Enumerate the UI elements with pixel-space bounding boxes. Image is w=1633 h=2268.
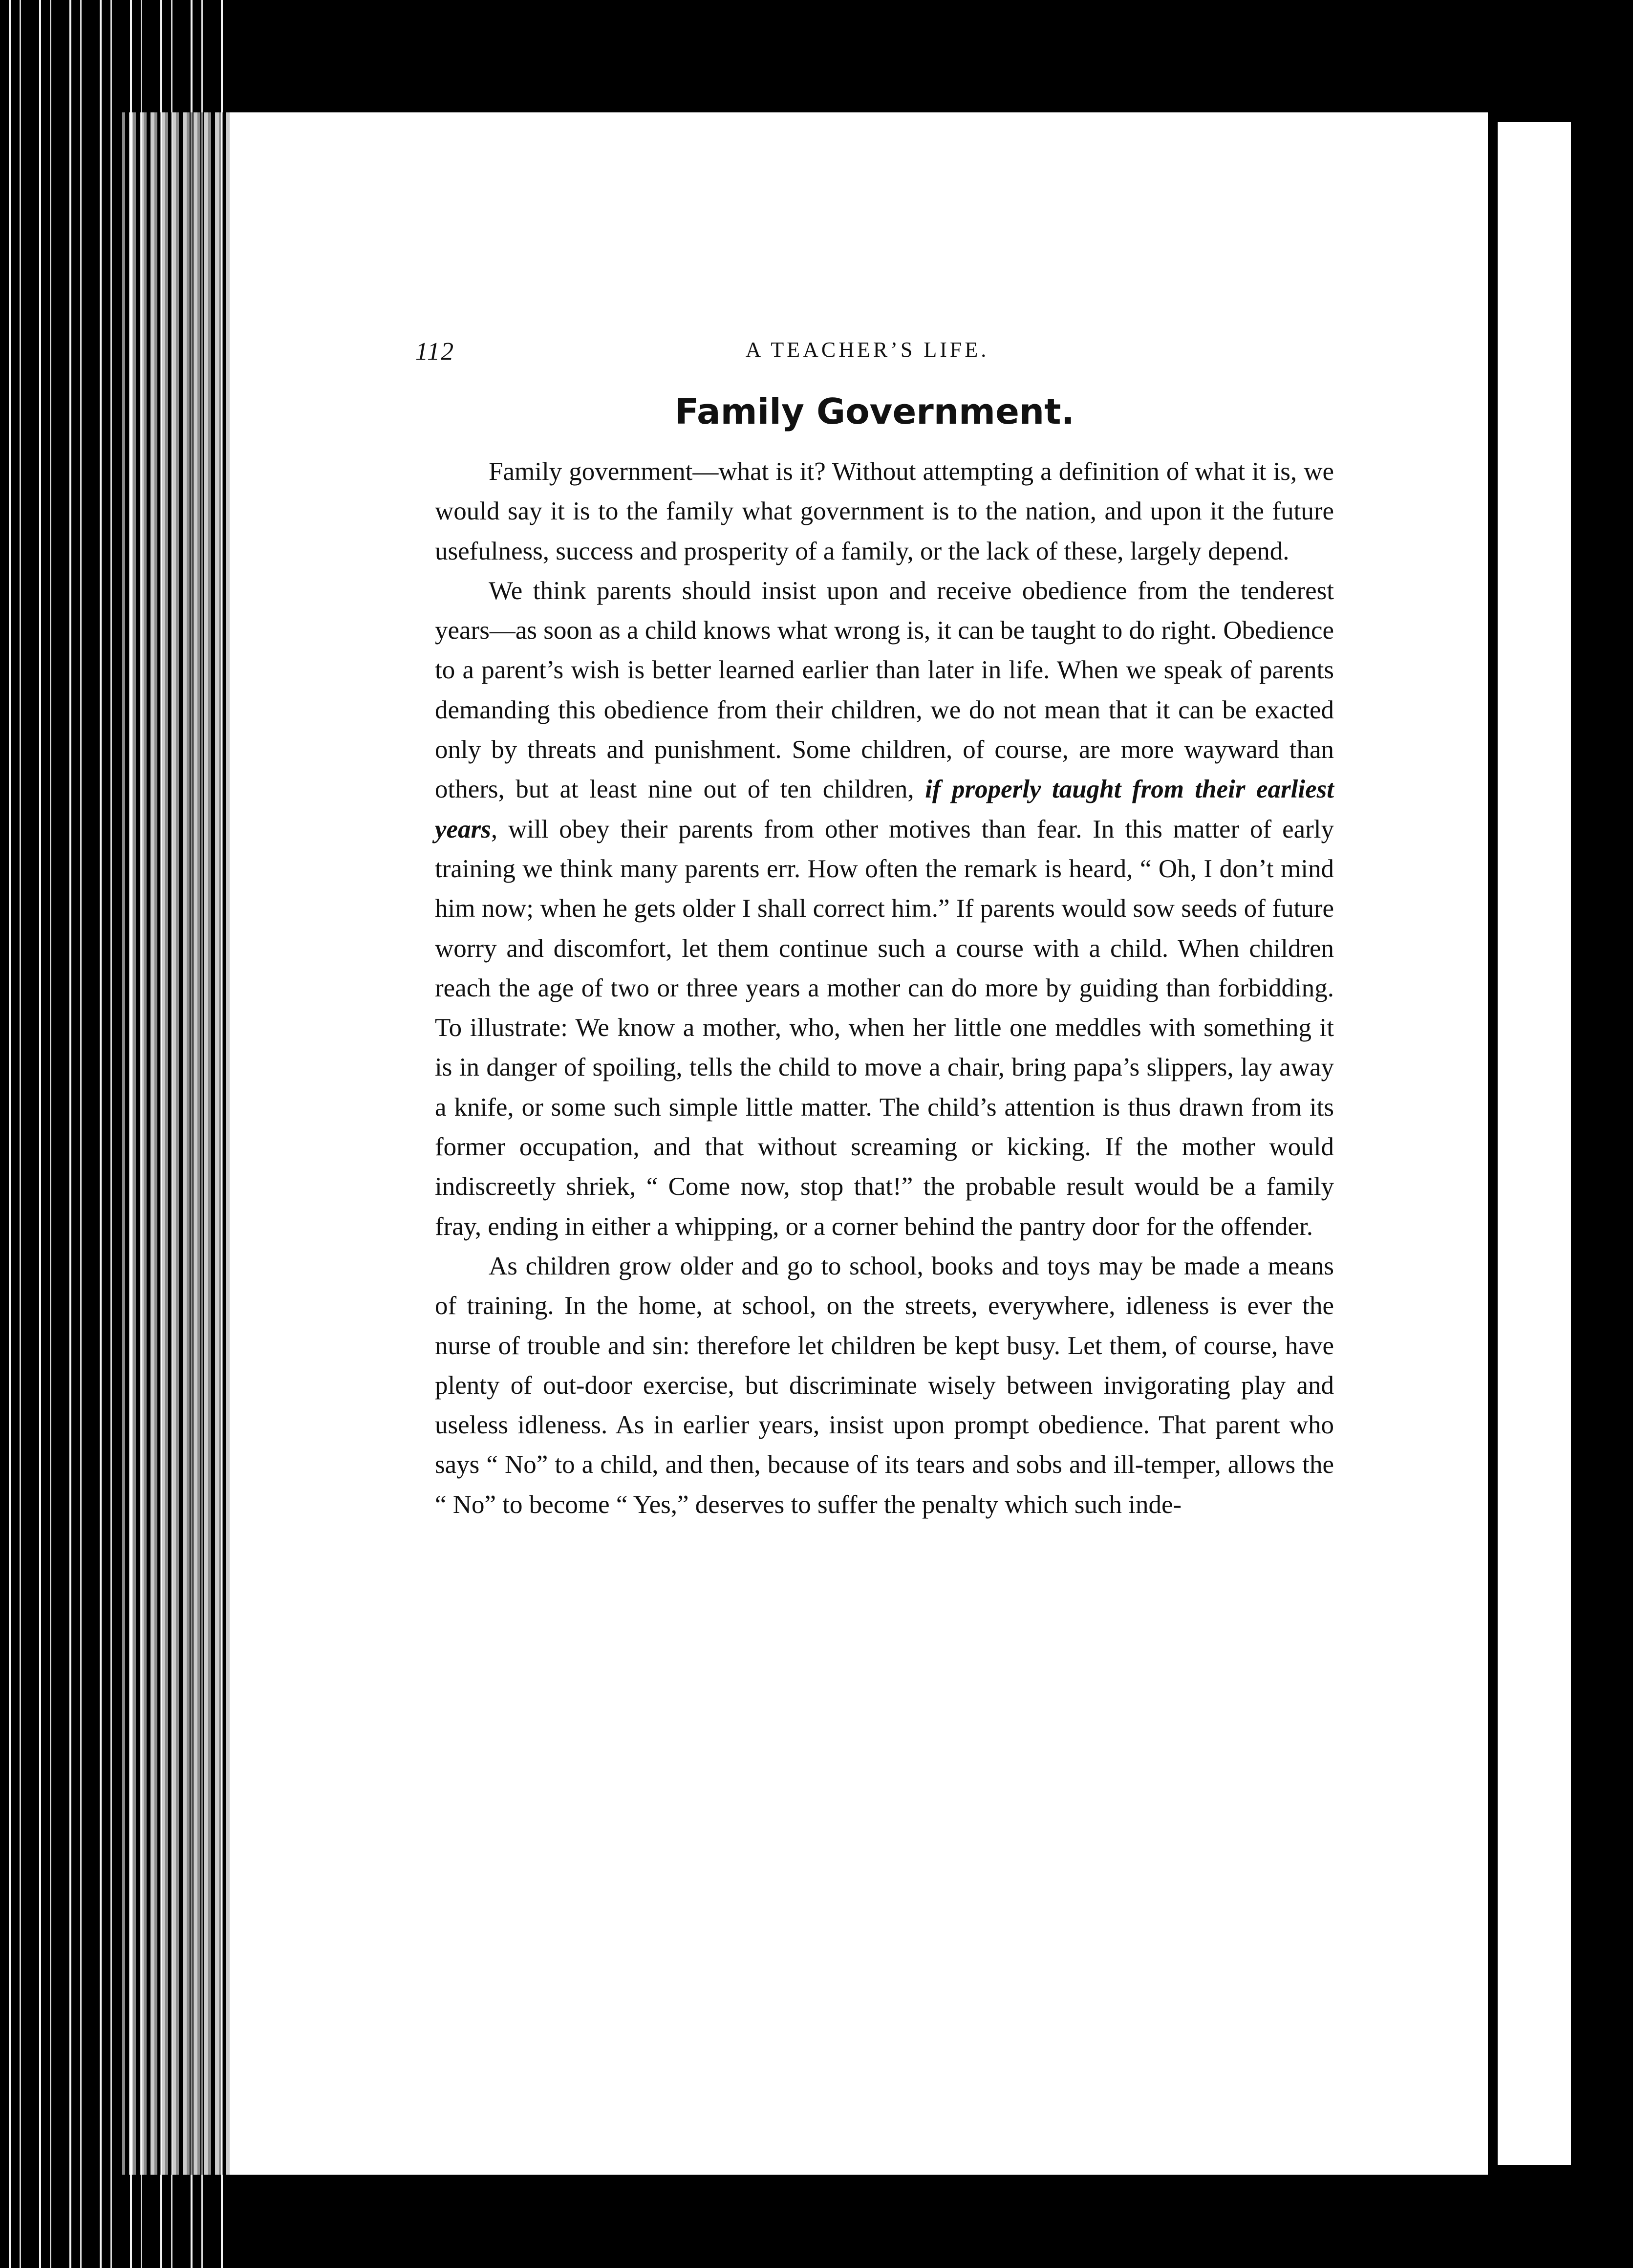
- running-title: A TEACHER’S LIFE.: [745, 338, 989, 362]
- running-head: [415, 337, 1319, 367]
- page-edge-shadow: [1488, 112, 1498, 2175]
- gutter-shadow: [122, 112, 235, 2175]
- paragraph-2-emphasis: if properly taught from their earliest years: [435, 775, 1334, 843]
- paragraph-3: [435, 1247, 1334, 1525]
- paragraph-1: [435, 452, 1334, 571]
- page-number: 112: [415, 338, 455, 366]
- paragraph-1-text: Family government—what is it? Without attempting a definition of what it is, we would say it is to the family what government is to the nation, and upon it the future usefulness, success and prosperity of a family, or the lack of these, largely depend.: [435, 457, 1334, 565]
- facing-page-edge: [1498, 122, 1571, 2165]
- paragraph-2-text-start: We think parents should insist upon and receive obedience from the tenderest years—as soon as a child knows what wrong is, it can be taught to do right. Obedience to a parent’s wish is better learned earlier than later in life. When we speak of parents demanding this obedience from their children, we do not mean that it can be exacted only by threats and punishment. Some children, of course, are more wayward than others, but at least nine out of ten children,: [435, 576, 1334, 804]
- section-heading: Family Government.: [675, 391, 1074, 432]
- paragraph-2: [435, 571, 1334, 1247]
- paragraph-3-text: As children grow older and go to school, books and toys may be made a means of training. In the home, at school, on the streets, everywhere, idleness is ever the nurse of trouble and sin: therefore let children be kept busy. Let them, of course, have plenty of out-door exercise, but discriminate wisely between invigorating play and useless idleness. As in earlier years, insist upon prompt obedience. That parent who says “ No” to a child, and then, because of its tears and sobs and ill-temper, allows the “ No” to become “ Yes,” deserves to suffer the penalty which such inde-: [435, 1252, 1334, 1519]
- paragraph-2-text-end: , will obey their parents from other motives than fear. In this matter of early training we think many parents err. How often the remark is heard, “ Oh, I don’t mind him now; when he gets older I shall correct him.” If parents would sow seeds of future worry and discomfort, let them continue such a course with a child. When children reach the age of two or three years a mother can do more by guiding than forbidding. To illustrate: We know a mother, who, when her little one meddles with something it is in danger of spoiling, tells the child to move a chair, bring papa’s slippers, lay away a knife, or some such simple little matter. The child’s attention is thus drawn from its former occupation, and that without screaming or kicking. If the mother would indiscreetly shriek, “ Come now, stop that!” the probable result would be a family fray, ending in either a whipping, or a corner behind the pantry door for the offender.: [435, 815, 1334, 1241]
- body-text: [435, 452, 1334, 1525]
